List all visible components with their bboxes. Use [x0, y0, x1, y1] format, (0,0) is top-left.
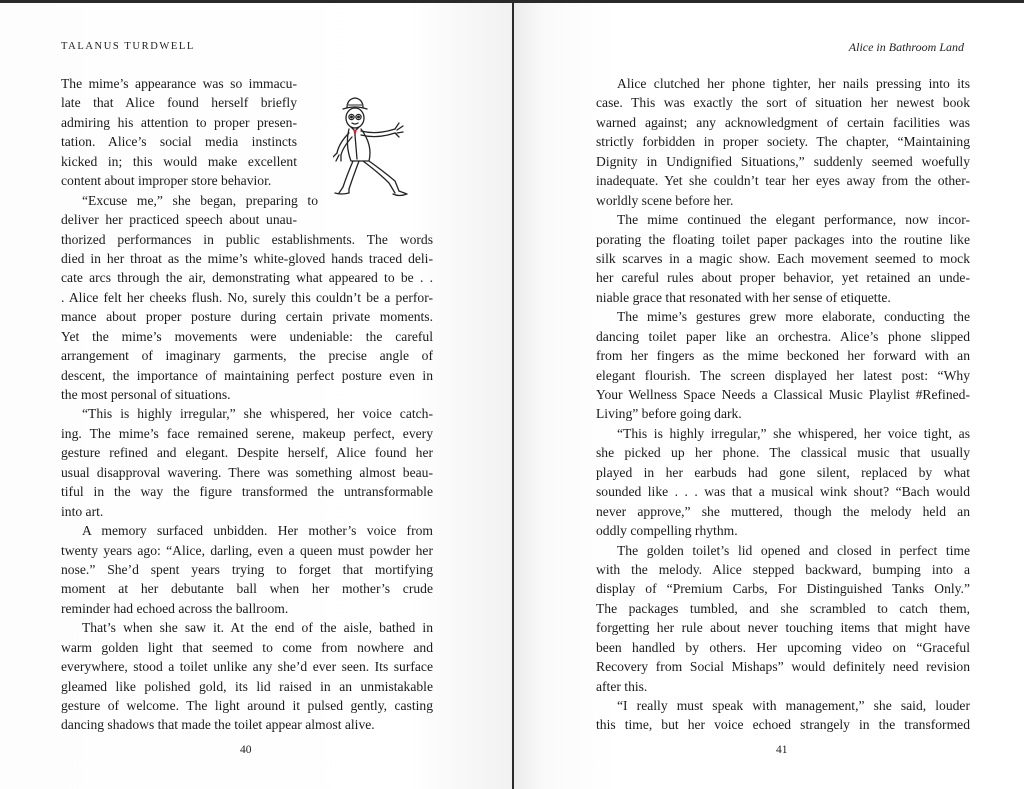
text-line: mance about proper posture during certain private moments.	[61, 309, 433, 325]
text-line: her careful rules about proper behavior, yet retained an unde-	[596, 270, 970, 286]
text-line: the most personal of situations.	[61, 387, 231, 402]
text-line: she picked up her phone. The classical music that usually	[596, 445, 970, 461]
text-line: after this.	[596, 678, 648, 694]
text-line: forgetting her rule about never touching items that might have	[596, 620, 970, 636]
right-page	[514, 3, 1024, 789]
text-line: The packages tumbled, and she scrambled to catch them,	[596, 600, 970, 616]
text-line: Alice clutched her phone tighter, her nails pressing into its	[617, 76, 970, 91]
text-line: The mime continued the elegant performance, now incor-	[617, 212, 970, 228]
text-line: thorized performances in public establishments. The words	[61, 231, 433, 247]
text-line: display of “Premium Carbs, For Distinguished Tanks Only.”	[596, 581, 970, 597]
text-line: everywhere, stood a toilet unlike any she’d ever seen. Its surface	[61, 659, 433, 675]
text-line: Yet the mime’s movements were undeniable: the careful	[61, 328, 433, 344]
text-line: never approve,” she muttered, though the melody held an	[596, 503, 970, 519]
page-number-right: 41	[776, 744, 788, 756]
text-line: descent, the importance of maintaining perfect posture even in	[61, 367, 433, 383]
text-line: died in her throat as the mime’s white-gloved hands traced deli-	[61, 250, 433, 266]
text-line: niable grace that resonated with her sense of etiquette.	[596, 289, 891, 305]
text-line: played in her earbuds had gone silent, replaced by what	[596, 464, 970, 480]
right-page-body	[596, 74, 970, 735]
running-head-title: Alice in Bathroom Land	[848, 40, 964, 54]
text-line: late that Alice found herself briefly	[61, 95, 297, 111]
left-page-body	[61, 74, 433, 735]
text-line: with the melody. Alice stepped backward, bumping into a	[596, 561, 970, 577]
text-line: Your Wellness Space Needs a Classical Music Playlist #Refined-	[596, 387, 970, 402]
text-line: nose.” She’d spent years trying to forget that mortifying	[61, 561, 433, 577]
text-line: elegant flourish. The screen displayed her latest post: “Why	[596, 367, 970, 383]
text-line: content about improper store behavior.	[61, 173, 272, 189]
text-line: tiful in the way the figure transformed the untransformable	[61, 484, 433, 500]
text-line: into art.	[61, 503, 104, 519]
text-line: gleamed like polished gold, its lid raised in an unmistakable	[61, 678, 433, 694]
text-line: cate arcs through the air, demonstrating what appeared to be . .	[61, 270, 433, 286]
text-line: warm golden light that seemed to come from nowhere and	[61, 639, 433, 655]
text-line: twenty years ago: “Alice, darling, even a queen must powder her	[61, 542, 433, 558]
text-line: admiring his attention to proper presen-	[61, 114, 297, 130]
running-head-author: TALANUS TURDWELL	[61, 41, 195, 52]
text-line: usual disapproval wavering. There was something almost beau-	[61, 464, 433, 480]
text-line: . Alice felt her cheeks flush. No, surely this couldn’t be a perfor-	[61, 289, 433, 305]
text-line: The mime’s appearance was so immacu-	[61, 76, 297, 91]
text-line: “This is highly irregular,” she whispered, her voice tight, as	[617, 425, 970, 441]
text-line: warned against; any acknowledgment of certain facilities was	[596, 114, 970, 130]
text-line: “This is highly irregular,” she whispered, her voice catch-	[82, 406, 433, 422]
text-line: moment at her debutante ball when her mother’s crude	[61, 581, 433, 597]
text-line: arrangement of imaginary garments, the precise angle of	[61, 348, 433, 364]
text-line: A memory surfaced unbidden. Her mother’s voice from	[82, 523, 433, 539]
text-line: sounded like . . . was that a musical wink shout? “Bach would	[596, 484, 970, 500]
text-line: ing. The mime’s face remained serene, makeup perfect, every	[61, 425, 433, 441]
page-number-left: 40	[240, 744, 252, 756]
text-line: dancing toilet paper like an orchestra. Alice’s phone slipped	[596, 328, 970, 344]
text-line: dancing shadows that made the toilet appear almost alive.	[61, 717, 375, 733]
text-line: worldly scene before her.	[596, 192, 734, 208]
text-line: “I really must speak with management,” she said, louder	[617, 698, 970, 713]
text-line: porating the floating toilet paper packages into the routine like	[596, 231, 970, 247]
text-line: silk scarves in a magic show. Each movement seemed to mock	[596, 250, 970, 266]
book-spread	[0, 3, 1024, 789]
text-line: been handled by others. Her upcoming video on “Graceful	[596, 639, 970, 655]
text-line: oddly compelling rhythm.	[596, 523, 738, 539]
text-line: “Excuse me,” she began, preparing to	[82, 192, 318, 208]
text-line: deliver her practiced speech about unau-	[61, 212, 297, 228]
text-line: reminder had echoed across the ballroom.	[61, 600, 289, 616]
text-line: strictly forbidden in proper society. The chapter, “Maintaining	[596, 134, 970, 150]
text-line: Dignity in Undignified Situations,” suddenly seemed woefully	[596, 153, 970, 169]
text-line: gesture of welcome. The light around it pulsed gently, casting	[61, 698, 433, 713]
text-line: from her fingers as the mime beckoned her forward with an	[596, 348, 970, 364]
text-line: case. This was exactly the sort of situation her newest book	[596, 95, 970, 111]
text-line: Living” before going dark.	[596, 406, 742, 422]
left-page	[0, 3, 512, 789]
text-line: kicked in; this would make excellent	[61, 153, 297, 169]
text-line: Recovery from Social Mishaps” would definitely need revision	[596, 659, 970, 675]
text-line: gesture refined and elegant. Despite herself, Alice found her	[61, 445, 433, 461]
text-line: this time, but her voice echoed strangely in the transformed	[596, 717, 970, 733]
text-line: The golden toilet’s lid opened and closed in perfect time	[617, 542, 970, 558]
text-line: That’s when she saw it. At the end of the aisle, bathed in	[82, 620, 433, 636]
text-line: tation. Alice’s social media instincts	[61, 134, 297, 150]
text-line: inadequate. Yet she couldn’t tear her eyes away from the other-	[596, 173, 970, 189]
text-line: The mime’s gestures grew more elaborate, conducting the	[617, 309, 970, 325]
